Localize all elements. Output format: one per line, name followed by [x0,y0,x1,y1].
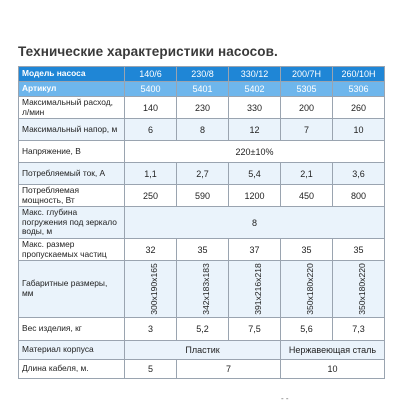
value-cell: 35 [333,239,385,261]
value-cell [333,261,385,318]
row-depth [19,207,385,239]
value-cell: 5,6 [281,318,333,341]
row-label: Максимальный напор, м [19,119,125,141]
value-cell: 3 [125,318,177,341]
value-cell: 200 [281,97,333,119]
value-cell: 35 [177,239,229,261]
row-label: Длина кабеля, м. [19,360,125,379]
value-cell: 8 [125,207,385,239]
value-cell: 220±10% [125,141,385,163]
value-cell: Нержавеющая сталь [281,341,385,360]
row-label: Максимальный расход, л/мин [19,97,125,119]
model-cell: 260/10H [333,67,385,82]
value-cell: 10 [281,360,385,379]
row-label: Модель насоса [19,67,125,82]
model-cell: 330/12 [229,67,281,82]
model-cell: 230/8 [177,67,229,82]
value-cell [281,261,333,318]
rotated-value: 391x216x218 [252,263,263,315]
row-label: Вес изделия, кг [19,318,125,341]
value-cell: 330 [229,97,281,119]
row-particle [19,239,385,261]
value-cell: 250 [125,185,177,207]
value-cell: 7 [177,360,281,379]
row-cable [19,360,385,379]
model-cell: 200/7H [281,67,333,82]
value-cell: 5,2 [177,318,229,341]
value-cell: 230 [177,97,229,119]
rotated-value: 350x180x220 [356,263,367,315]
row-label: Напряжение, В [19,141,125,163]
value-cell: 5 [125,360,177,379]
row-label: Макс. глубина погружения под зеркало воды, м [19,207,125,239]
article-cell: 5401 [177,82,229,97]
value-cell: 1,1 [125,163,177,185]
value-cell [229,261,281,318]
row-label: Потребляемая мощность, Вт [19,185,125,207]
value-cell: 800 [333,185,385,207]
rotated-value: 350x180x220 [304,263,315,315]
row-model [19,67,385,82]
article-cell: 5402 [229,82,281,97]
value-cell: 1200 [229,185,281,207]
value-cell: 260 [333,97,385,119]
row-voltage [19,141,385,163]
value-cell: 7,3 [333,318,385,341]
model-cell: 140/6 [125,67,177,82]
value-cell [125,261,177,318]
row-power [19,185,385,207]
value-cell [177,261,229,318]
row-label: Макс. размер пропускаемых частиц [19,239,125,261]
row-current [19,163,385,185]
value-cell: 35 [281,239,333,261]
value-cell: 2,1 [281,163,333,185]
pump-specs-table [18,66,385,379]
row-label: Потребляемый ток, А [19,163,125,185]
row-label: Артикул [19,82,125,97]
row-label: Габаритные размеры, мм [19,261,125,318]
value-cell: 2,7 [177,163,229,185]
value-cell: 6 [125,119,177,141]
value-cell: 140 [125,97,177,119]
value-cell: 8 [177,119,229,141]
value-cell: 37 [229,239,281,261]
value-cell: 450 [281,185,333,207]
article-cell: 5305 [281,82,333,97]
value-cell: 32 [125,239,177,261]
article-cell: 5306 [333,82,385,97]
row-flow [19,97,385,119]
value-cell: Пластик [125,341,281,360]
value-cell: 7 [281,119,333,141]
page-footnote: - - [281,394,289,403]
value-cell: 10 [333,119,385,141]
row-head [19,119,385,141]
value-cell: 12 [229,119,281,141]
row-label: Материал корпуса [19,341,125,360]
row-weight [19,318,385,341]
value-cell: 590 [177,185,229,207]
page-title: Технические характеристики насосов. [18,44,278,59]
value-cell: 5,4 [229,163,281,185]
value-cell: 3,6 [333,163,385,185]
rotated-value: 342x183x183 [200,263,211,315]
value-cell: 7,5 [229,318,281,341]
article-cell: 5400 [125,82,177,97]
row-article [19,82,385,97]
rotated-value: 300x190x165 [148,263,159,315]
row-material [19,341,385,360]
row-dimensions [19,261,385,318]
